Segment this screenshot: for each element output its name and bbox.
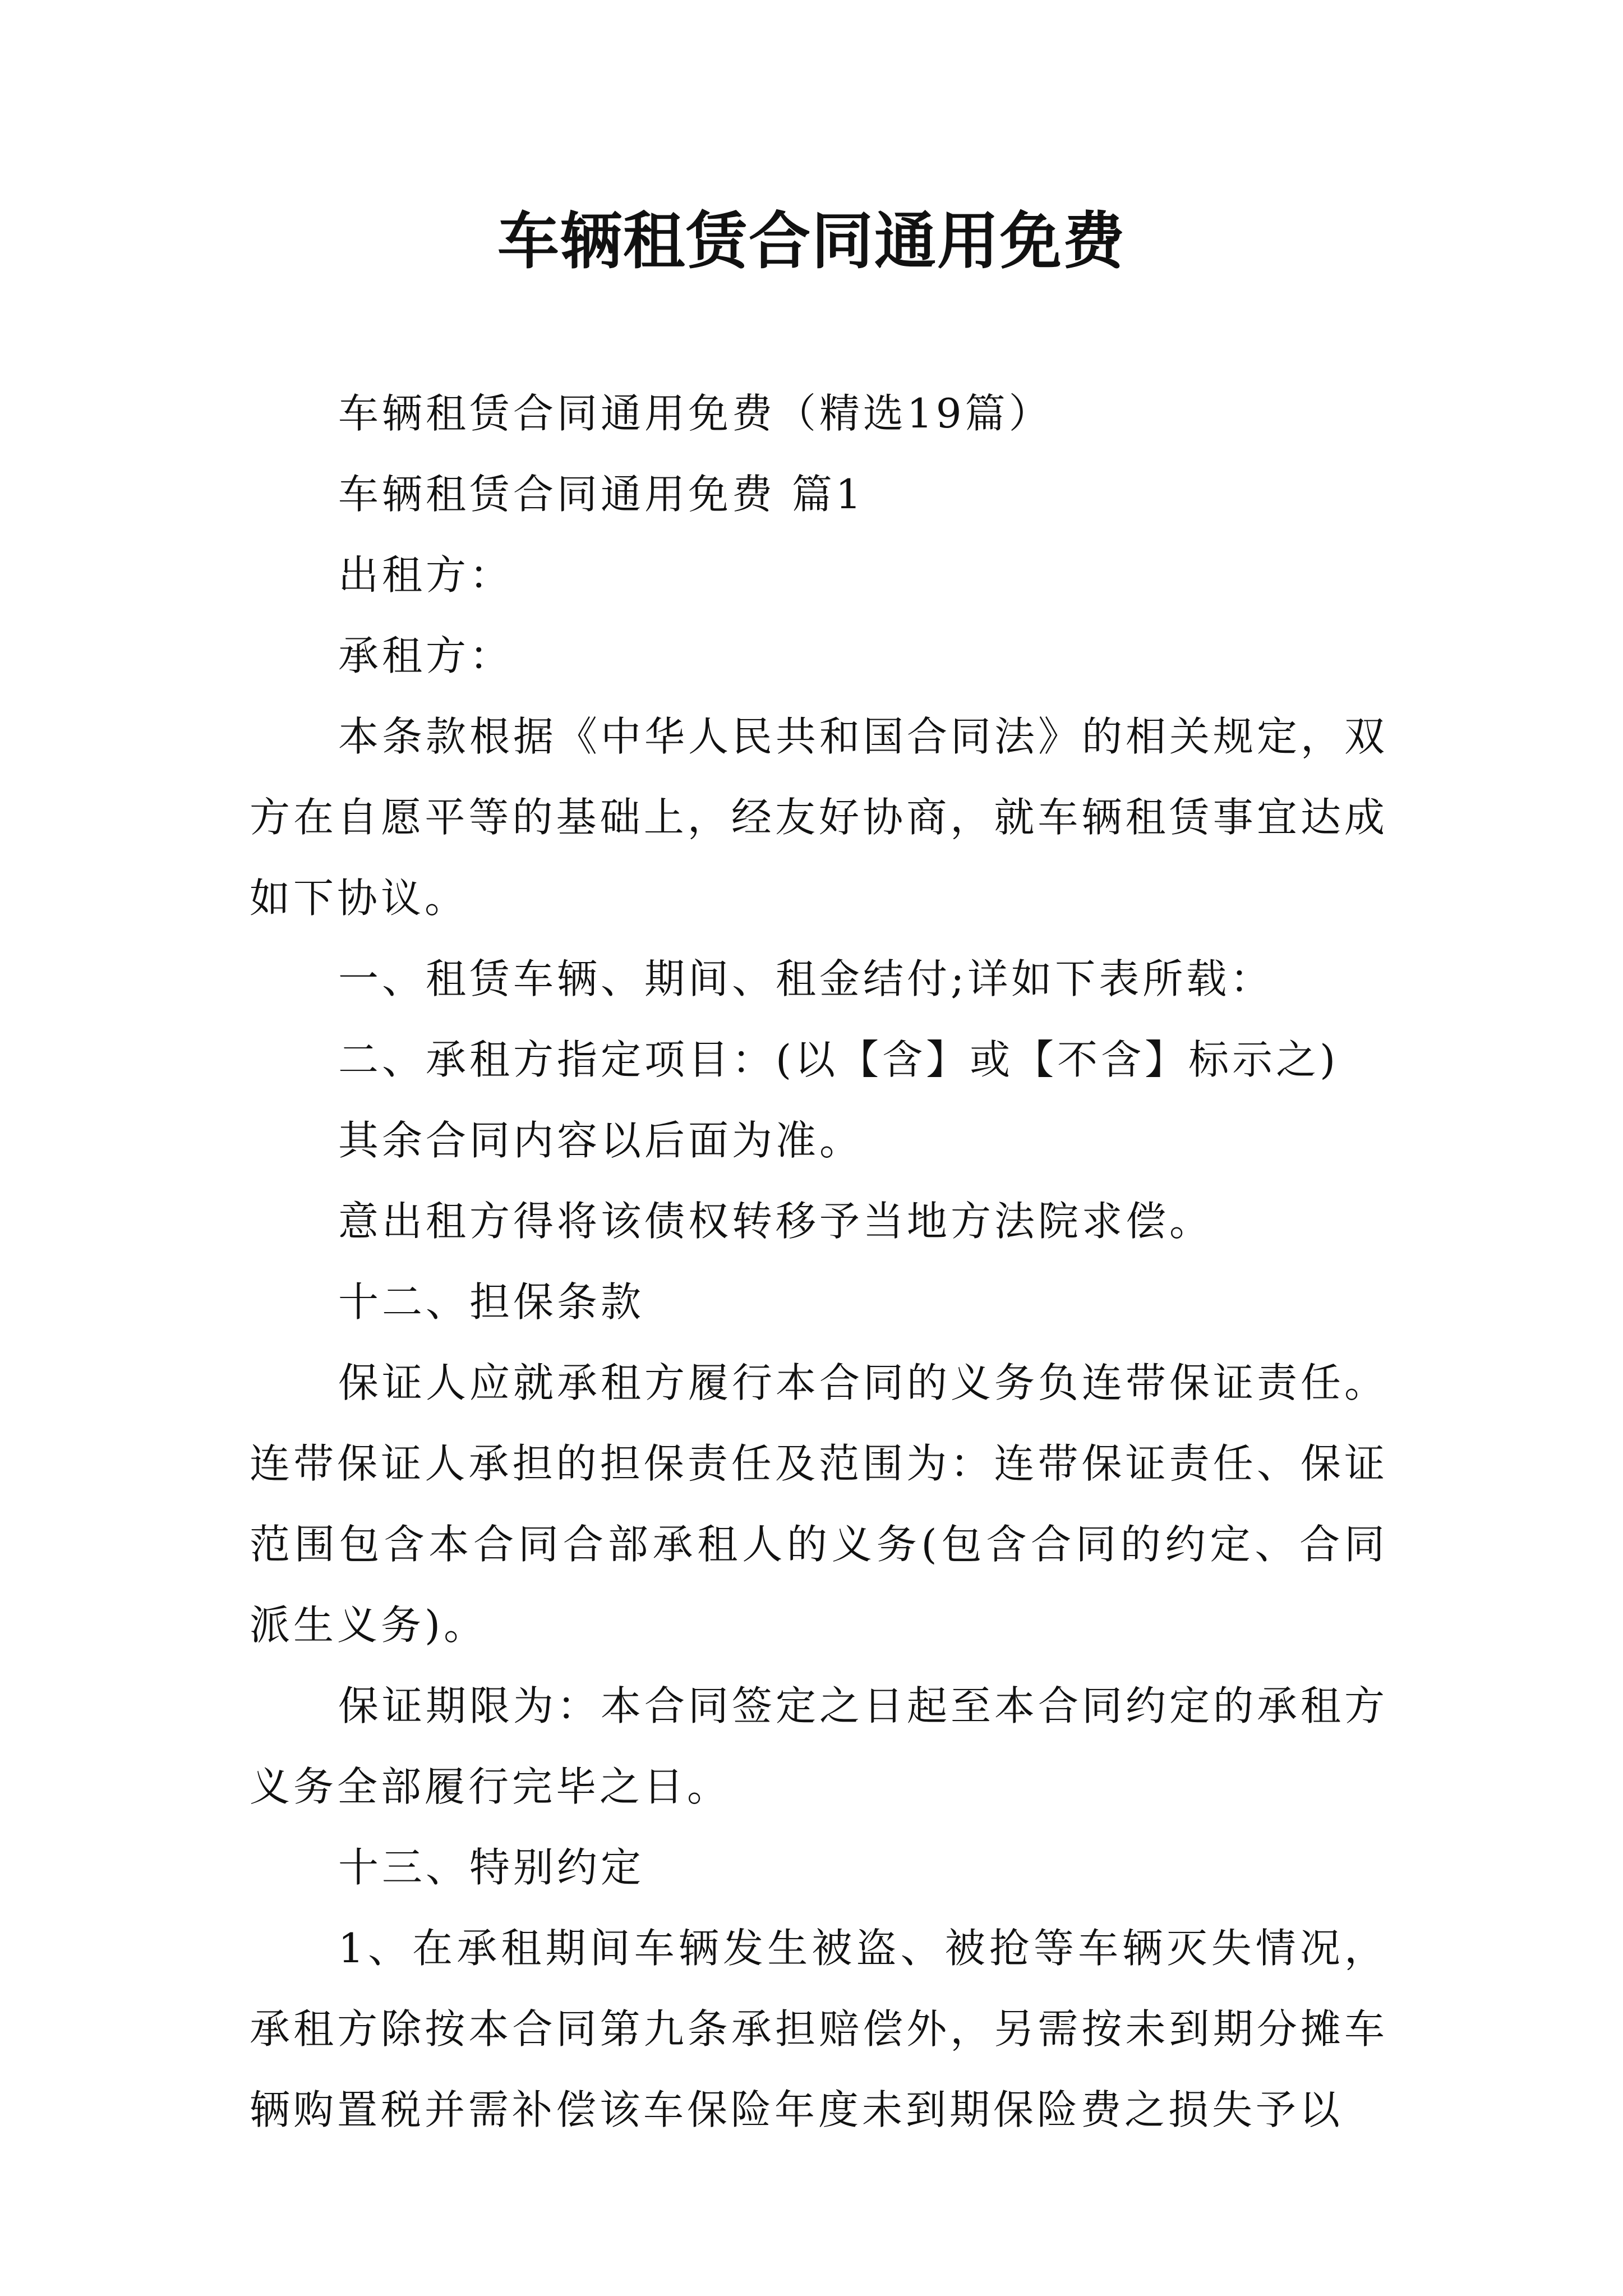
document-body [250, 373, 1388, 2150]
paragraph-lessor: 出租方： [338, 551, 514, 599]
paragraph-clause-12-heading: 十二、担保条款 [338, 1278, 645, 1326]
paragraph-lessee: 承租方： [338, 632, 514, 679]
paragraph-preamble: 本条款根据《中华人民共和国合同法》的相关规定，双方在自愿平等的基础上，经友好协商，就车辆租赁事宜达成如下协议。 [250, 713, 1389, 922]
paragraph-debt-transfer: 意出租方得将该债权转移予当地方法院求偿。 [338, 1198, 1214, 1245]
paragraph-special-agreement-1: 1、在承租期间车辆发生被盗、被抢等车辆灭失情况，承租方除按本合同第九条承担赔偿外，另需按未到期分摊车辆购置税并需补偿该车保险年度未到期保险费之损失予以 [250, 1925, 1388, 2133]
paragraph-guarantee-scope: 保证人应就承租方履行本合同的义务负连带保证责任。连带保证人承担的担保责任及范围为：连带保证责任、保证范围包含本合同合部承租人的义务(包含合同的约定、合同派生义务)。 [250, 1359, 1389, 1649]
paragraph-remaining-content: 其余合同内容以后面为准。 [338, 1117, 864, 1164]
paragraph-guarantee-period: 保证期限为：本合同签定之日起至本合同约定的承租方义务全部履行完毕之日。 [250, 1682, 1389, 1810]
paragraph-section-heading: 车辆租赁合同通用免费 篇1 [338, 471, 865, 518]
paragraph-clause-2: 二、承租方指定项目：(以【含】或【不含】标示之) [338, 1036, 1339, 1083]
document-title: 车辆租赁合同通用免费 [497, 205, 1126, 277]
paragraph-subtitle: 车辆租赁合同通用免费（精选19篇） [338, 390, 1053, 437]
paragraph-clause-1: 一、租赁车辆、期间、租金结付;详如下表所载： [338, 955, 1274, 1002]
paragraph-clause-13-heading: 十三、特别约定 [338, 1844, 645, 1891]
